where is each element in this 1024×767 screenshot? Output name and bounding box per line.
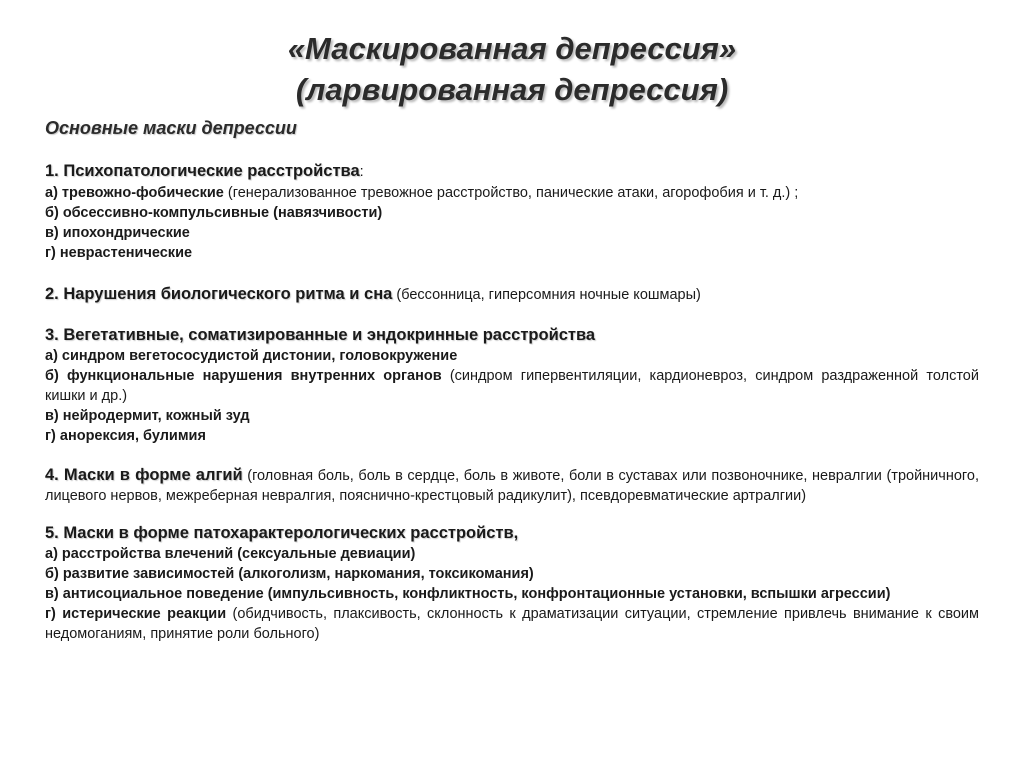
list-item-lead: б) функциональные нарушения внутренних органов bbox=[45, 368, 442, 384]
list-item-detail: (обидчивость, плаксивость, склонность к драматизации ситуации, стремление привлечь внимание к своим недомоганиям, принятие роли больного) bbox=[45, 606, 979, 642]
list-item-detail: (синдром гипервентиляции, кардионевроз, синдром раздраженной толстой кишки и др.) bbox=[45, 368, 979, 404]
section-heading: 3. Вегетативные, соматизированные и эндокринные расстройства bbox=[45, 326, 596, 344]
section-5 bbox=[45, 522, 979, 644]
list-item: в) антисоциальное поведение (импульсивность, конфликтность, конфронтационные установки, вспышки агрессии) bbox=[45, 586, 891, 602]
section-4 bbox=[45, 464, 979, 506]
section-heading-text: 4. Маски в форме алгий bbox=[45, 466, 243, 484]
list-item bbox=[45, 604, 979, 644]
section-heading bbox=[45, 283, 979, 306]
list-item: в) нейродермит, кожный зуд bbox=[45, 408, 250, 424]
section-1 bbox=[45, 160, 979, 263]
list-item-lead: а) тревожно-фобические bbox=[45, 185, 224, 201]
section-heading-text: 2. Нарушения биологического ритма и сна bbox=[45, 285, 393, 303]
list-item: г) неврастенические bbox=[45, 245, 193, 261]
list-item-detail: (генерализованное тревожное расстройство, панические атаки, агорофобия и т. д.) ; bbox=[223, 185, 799, 201]
list-item: а) расстройства влечений (сексуальные девиации) bbox=[45, 546, 416, 562]
list-item: г) анорексия, булимия bbox=[45, 428, 206, 444]
section-heading-suffix: : bbox=[359, 164, 364, 180]
list-item-lead: г) истерические реакции bbox=[45, 606, 227, 622]
section-paragraph bbox=[45, 464, 979, 506]
list-item: в) ипохондрические bbox=[45, 225, 190, 241]
slide-title: «Маскированная депрессия» bbox=[287, 31, 737, 66]
section-heading bbox=[45, 160, 979, 183]
section-heading-suffix: (головная боль, боль в сердце, боль в животе, боли в суставах или позвоночнике, невралгии (тройничного, лицевого нервов, межреберная невралгия, пояснично-крестцовый радикулит), псевдоревматические артралгии) bbox=[45, 468, 979, 504]
section-subtitle: Основные маски депрессии bbox=[45, 118, 297, 138]
section-3 bbox=[45, 324, 979, 446]
section-heading: 5. Маски в форме патохарактерологических расстройств, bbox=[45, 524, 519, 542]
list-item bbox=[45, 366, 979, 406]
list-item bbox=[45, 183, 979, 203]
list-item: б) развитие зависимостей (алкоголизм, наркомания, токсикомания) bbox=[45, 566, 534, 582]
section-heading-suffix: (бессонница, гиперсомния ночные кошмары) bbox=[392, 287, 701, 303]
section-2 bbox=[45, 283, 979, 306]
section-heading-text: 1. Психопатологические расстройства bbox=[45, 162, 360, 180]
list-item: а) синдром вегетососудистой дистонии, головокружение bbox=[45, 348, 458, 364]
list-item: б) обсессивно-компульсивные (навязчивости) bbox=[45, 205, 383, 221]
content bbox=[45, 160, 979, 660]
slide-title-alt: (ларвированная депрессия) bbox=[295, 72, 729, 107]
